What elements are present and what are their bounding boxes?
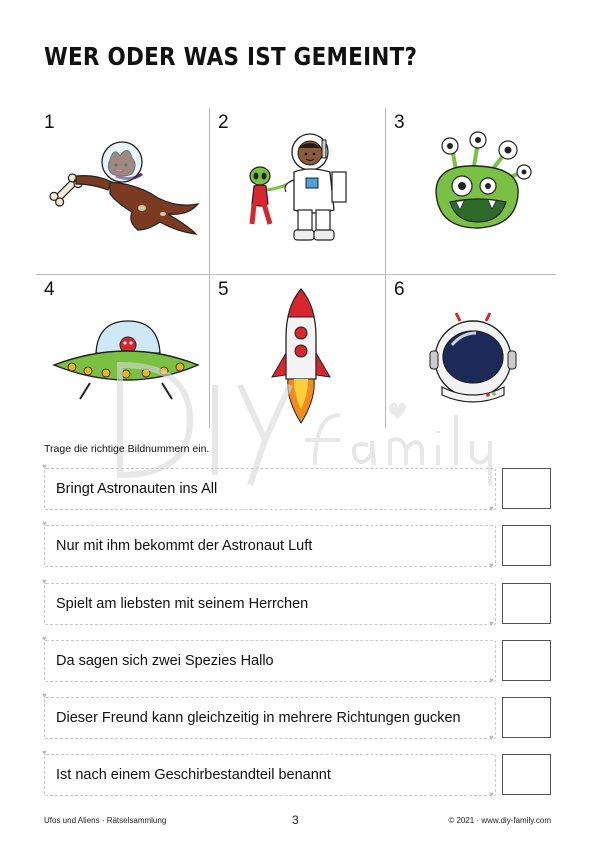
picture-number: 6 (394, 279, 405, 300)
astronaut-and-alien-icon (240, 130, 360, 248)
clue-text: Bringt Astronauten ins All (56, 481, 218, 497)
grid-cell-5 (210, 275, 383, 435)
clue-text: Ist nach einem Geschirbestandteil benannt (56, 767, 331, 783)
grid-cell-2 (210, 108, 383, 268)
dog-astronaut-icon (48, 138, 208, 238)
heart-icon: ♥ (489, 561, 494, 570)
green-alien-monster-icon (426, 130, 536, 240)
answer-box[interactable] (502, 468, 551, 509)
clue-row (42, 748, 496, 799)
picture-grid (36, 108, 556, 428)
rocket-icon (266, 287, 336, 429)
clue-row (42, 577, 496, 628)
page-title: WER ODER WAS IST GEMEINT? (44, 42, 418, 71)
heart-icon: ♥ (42, 462, 47, 471)
clue-row (42, 519, 496, 570)
answer-box[interactable] (502, 525, 551, 566)
footer-right: © 2021 · www.diy-family.com (448, 816, 551, 825)
heart-icon: ♥ (489, 733, 494, 742)
footer-left: Ufos und Aliens · Rätselsammlung (44, 816, 167, 825)
clue-row (42, 691, 496, 742)
grid-cell-1 (36, 108, 209, 268)
picture-number: 1 (44, 112, 55, 133)
heart-icon: ♥ (489, 504, 494, 513)
heart-icon: ♥ (489, 790, 494, 799)
heart-icon: ♥ (42, 519, 47, 528)
page-number: 3 (292, 813, 299, 827)
clue-text: Spielt am liebsten mit seinem Herrchen (56, 596, 309, 612)
grid-cell-6 (386, 275, 559, 435)
grid-cell-3 (386, 108, 559, 268)
picture-number: 2 (218, 112, 229, 133)
heart-icon: ♥ (42, 748, 47, 757)
clue-row (42, 462, 496, 513)
answer-box[interactable] (502, 640, 551, 681)
heart-icon: ♥ (489, 676, 494, 685)
grid-cell-4 (36, 275, 209, 435)
picture-number: 5 (218, 279, 229, 300)
clue-text: Da sagen sich zwei Spezies Hallo (56, 653, 274, 669)
clue-row (42, 634, 496, 685)
instruction-text: Trage die richtige Bildnummern ein. (44, 443, 210, 455)
heart-icon: ♥ (42, 577, 47, 586)
answer-box[interactable] (502, 583, 551, 624)
clue-text: Dieser Freund kann gleichzeitig in mehrere Richtungen gucken (56, 710, 461, 726)
answer-box[interactable] (502, 754, 551, 795)
ufo-icon (50, 315, 200, 405)
heart-icon: ♥ (42, 691, 47, 700)
answer-box[interactable] (502, 697, 551, 738)
picture-number: 3 (394, 112, 405, 133)
clue-text: Nur mit ihm bekommt der Astronaut Luft (56, 538, 313, 554)
picture-number: 4 (44, 279, 55, 300)
heart-icon: ♥ (489, 619, 494, 628)
space-helmet-icon (428, 311, 518, 411)
heart-icon: ♥ (42, 634, 47, 643)
